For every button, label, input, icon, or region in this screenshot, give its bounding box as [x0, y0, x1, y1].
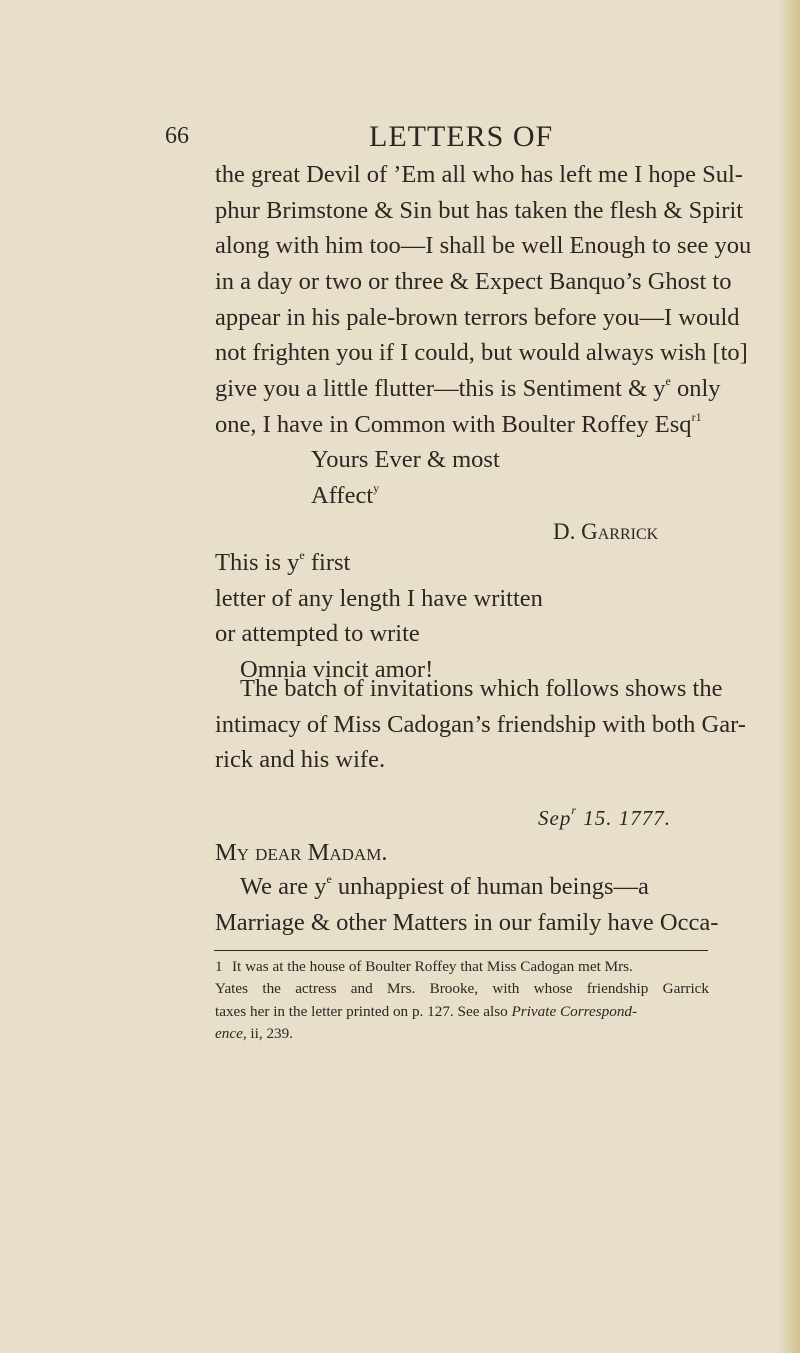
salutation: My dear Madam. — [215, 839, 388, 866]
letter-line — [215, 371, 721, 407]
closing-text: Affect — [311, 482, 374, 509]
footnote-title: Private Correspond- — [511, 1002, 638, 1020]
footnote-line: Yates the actress and Mrs. Brooke, with whose friendship Garrick — [215, 980, 709, 998]
next-letter-line: Marriage & other Matters in our family have Occa- — [215, 909, 719, 936]
commentary-line: intimacy of Miss Cadogan’s friendship with both Gar- — [215, 710, 746, 738]
footnote — [215, 956, 709, 1046]
superscript: r — [691, 409, 696, 424]
page-number: 66 — [165, 123, 189, 149]
superscript: y — [373, 481, 380, 495]
footnote-text: taxes her in the letter printed on p. 127. See also — [215, 1002, 512, 1020]
next-letter-line — [240, 869, 709, 905]
footnote-line — [215, 1023, 709, 1045]
footnote-text: , ii, 239. — [242, 1025, 294, 1043]
postscript-line: or attempted to write — [215, 620, 420, 648]
postscript-line — [215, 545, 575, 581]
next-letter-part: We are y — [240, 873, 327, 900]
postscript-text: This is y — [215, 549, 300, 576]
superscript: e — [665, 374, 671, 389]
postscript-line: Omnia vincit amor! — [240, 656, 434, 684]
next-letter-text — [240, 869, 649, 905]
letter-line-part: give you a little flutter—this is Sentiment & y — [215, 375, 666, 403]
footnote-line — [215, 956, 709, 978]
superscript: e — [326, 872, 332, 886]
letter-date — [538, 801, 671, 837]
closing-line — [311, 478, 379, 514]
date-month: Sep — [538, 806, 572, 830]
letter-line: appear in his pale-brown terrors before you—I would — [215, 303, 740, 331]
letter-line-part: only — [670, 375, 721, 403]
letter-body — [215, 157, 752, 443]
footnote-line — [215, 1001, 709, 1023]
date-rest: 15. 1777. — [577, 806, 671, 830]
superscript: e — [299, 548, 305, 562]
footnote-ref: 1 — [695, 409, 702, 424]
letter-line-part: one, I have in Common with Boulter Roffey Esq — [215, 410, 692, 438]
signature: D. Garrick — [553, 519, 659, 544]
next-letter-part: unhappiest of human beings—a — [331, 873, 649, 900]
footnote-number: 1 — [215, 958, 223, 975]
letter-line — [215, 407, 709, 443]
commentary — [215, 671, 746, 778]
footnote-title: ence — [215, 1025, 243, 1043]
letter-line: phur Brimstone & Sin but has taken the flesh & Spirit — [215, 196, 744, 224]
footnote-text: It was at the house of Boulter Roffey that Miss Cadogan met Mrs. — [232, 958, 633, 975]
letter-line: in a day or two or three & Expect Banquo’s Ghost to — [215, 268, 732, 296]
letter-line: along with him too—I shall be well Enough to see you — [215, 232, 752, 260]
letter-line: the great Devil of ’Em all who has left me I hope Sul- — [215, 161, 743, 188]
postscript-text: first — [304, 549, 351, 576]
postscript — [215, 545, 575, 688]
commentary-line: The batch of invitations which follows shows the — [240, 675, 723, 702]
closing-line: Yours Ever & most — [311, 446, 500, 473]
page-edge-shadow — [778, 0, 800, 1353]
commentary-line: rick and his wife. — [215, 746, 386, 774]
superscript: r — [571, 803, 577, 817]
postscript-line: letter of any length I have written — [215, 584, 543, 612]
footnote-rule — [214, 950, 708, 951]
running-title: LETTERS OF — [369, 120, 554, 153]
letter-line: not frighten you if I could, but would always wish [to] — [215, 339, 748, 367]
running-header — [0, 120, 800, 156]
